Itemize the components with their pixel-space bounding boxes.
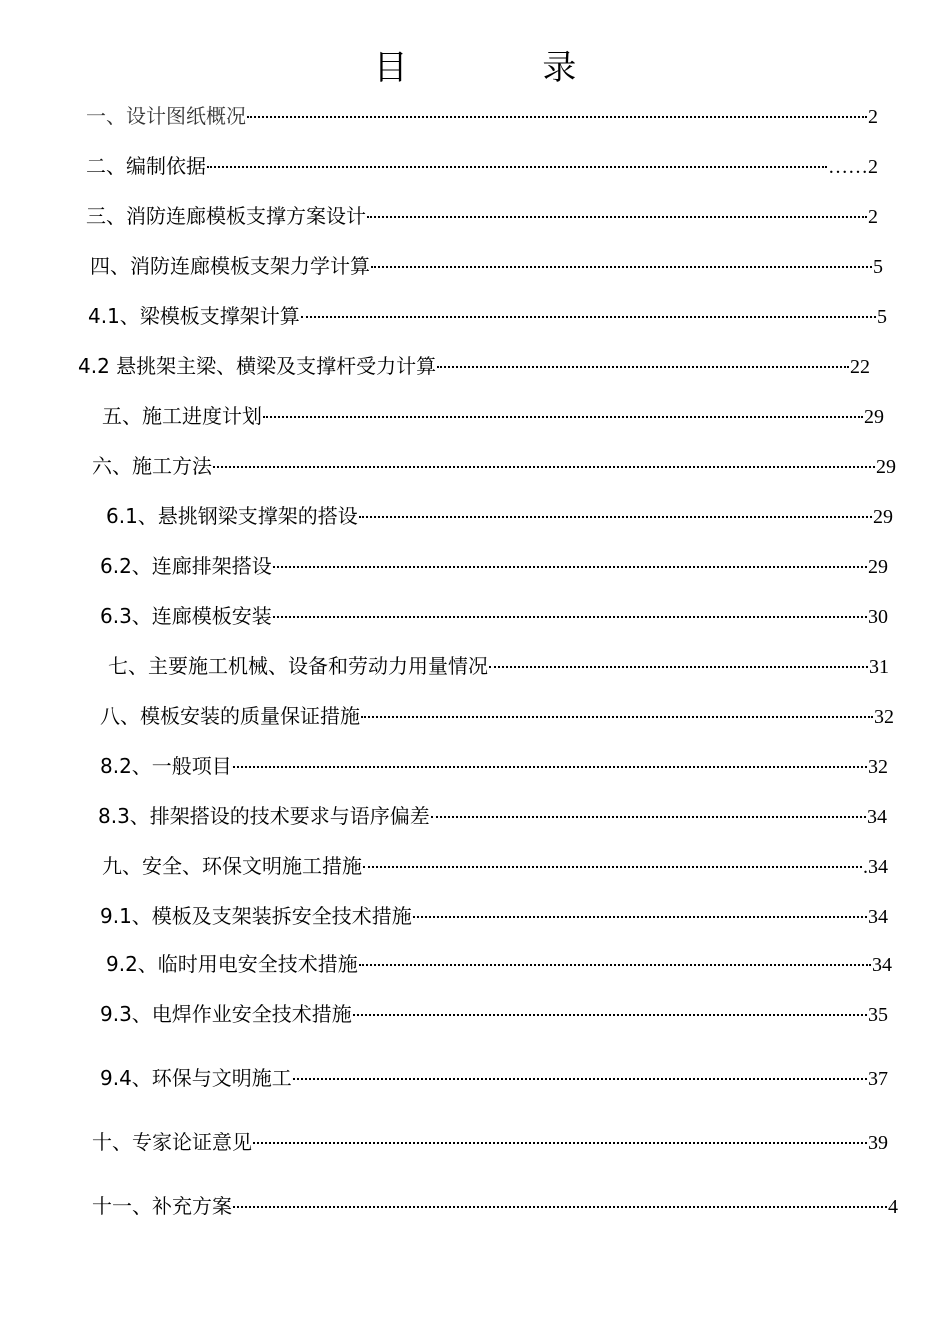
toc-entry-page: 29	[876, 456, 896, 478]
toc-entry-page: 5	[877, 306, 887, 328]
toc-entry-label: 四、消防连廊模板支架力学计算	[90, 254, 370, 278]
toc-entry-page: 4	[888, 1196, 898, 1218]
toc-entry-page: 32	[868, 756, 888, 778]
toc-entry[interactable]	[86, 200, 878, 229]
toc-entry-page: 34	[868, 906, 888, 928]
toc-entry[interactable]	[88, 300, 887, 329]
toc-leader-dots	[263, 416, 863, 418]
toc-leader-dots	[361, 716, 873, 718]
toc-leader-dots	[413, 916, 867, 918]
toc-leader-dots	[367, 216, 867, 218]
toc-entry-page: 29	[873, 506, 893, 528]
toc-entry-page: 35	[868, 1004, 888, 1026]
toc-entry-page: 30	[868, 606, 888, 628]
toc-entry-label: 4.1、梁模板支撑架计算	[88, 304, 300, 328]
toc-entry-page: 34	[867, 806, 887, 828]
toc-entry[interactable]	[100, 600, 888, 629]
toc-entry-page: 37	[868, 1068, 888, 1090]
toc-leader-dots	[273, 566, 867, 568]
toc-entry-label: 十、专家论证意见	[92, 1130, 252, 1154]
toc-entry[interactable]	[100, 550, 888, 579]
toc-entry[interactable]	[100, 900, 888, 929]
toc-entry[interactable]	[98, 800, 887, 829]
toc-entry[interactable]	[86, 150, 878, 179]
toc-leader-dots	[371, 266, 872, 268]
toc-entry[interactable]	[106, 500, 893, 529]
toc-entry[interactable]	[102, 850, 888, 879]
toc-leader-dots	[207, 166, 827, 168]
toc-entry-page: 34	[872, 954, 892, 976]
toc-entry-label: 六、施工方法	[92, 454, 212, 478]
toc-leader-dots	[253, 1142, 867, 1144]
toc-leader-dots	[233, 766, 867, 768]
toc-entry[interactable]	[92, 1126, 888, 1155]
toc-entry[interactable]	[78, 350, 870, 379]
toc-entry[interactable]	[108, 650, 889, 679]
toc-entry-label: 6.2、连廊排架搭设	[100, 554, 272, 578]
toc-entry-label: 4.2 悬挑架主梁、横梁及支撑杆受力计算	[78, 354, 437, 378]
toc-leader-dots	[273, 616, 867, 618]
toc-leader-dots	[437, 366, 849, 368]
toc-leader-dots	[489, 666, 868, 668]
toc-entry-page: ……2	[828, 156, 878, 178]
toc-entry[interactable]	[102, 400, 884, 429]
toc-entry-page: .34	[863, 856, 888, 878]
toc-entry-label: 十一、补充方案	[92, 1194, 232, 1218]
toc-entry-page: 2	[868, 106, 878, 128]
toc-entry[interactable]	[100, 750, 888, 779]
toc-entry-page: 5	[873, 256, 883, 278]
toc-entry-label: 七、主要施工机械、设备和劳动力用量情况	[108, 654, 488, 678]
toc-entry-page: 39	[868, 1132, 888, 1154]
toc-leader-dots	[359, 516, 872, 518]
toc-entry[interactable]	[100, 998, 888, 1027]
toc-entry[interactable]	[90, 250, 883, 279]
toc-leader-dots	[363, 866, 862, 868]
toc-entry-page: 29	[868, 556, 888, 578]
toc-entry-label: 8.2、一般项目	[100, 754, 232, 778]
toc-leader-dots	[431, 816, 866, 818]
toc-entry-label: 九、安全、环保文明施工措施	[102, 854, 362, 878]
toc-entry-page: 2	[868, 206, 878, 228]
toc-entry-label: 八、模板安装的质量保证措施	[100, 704, 360, 728]
toc-entry-page: 22	[850, 356, 870, 378]
toc-entry-label: 9.1、模板及支架装拆安全技术措施	[100, 904, 412, 928]
toc-entry[interactable]	[92, 1190, 898, 1219]
toc-entry-page: 32	[874, 706, 894, 728]
toc-entry[interactable]	[92, 450, 896, 479]
toc-entry[interactable]	[86, 100, 878, 129]
toc-entry-label: 9.3、电焊作业安全技术措施	[100, 1002, 352, 1026]
toc-leader-dots	[353, 1014, 867, 1016]
toc-entry-label: 8.3、排架搭设的技术要求与语序偏差	[98, 804, 430, 828]
toc-entry-page: 31	[869, 656, 889, 678]
toc-entry-label: 6.1、悬挑钢梁支撑架的搭设	[106, 504, 358, 528]
toc-entry[interactable]	[100, 1062, 888, 1091]
page-title: 目 录	[373, 48, 639, 88]
toc-entry[interactable]	[100, 700, 894, 729]
toc-entry-label: 三、消防连廊模板支撑方案设计	[86, 204, 366, 228]
toc-leader-dots	[293, 1078, 867, 1080]
toc-leader-dots	[359, 964, 871, 966]
toc-entry[interactable]	[106, 948, 892, 977]
toc-entry-label: 9.4、环保与文明施工	[100, 1066, 292, 1090]
toc-entry-label: 6.3、连廊模板安装	[100, 604, 272, 628]
toc-entry-label: 9.2、临时用电安全技术措施	[106, 952, 358, 976]
toc-entry-label: 一、设计图纸概况	[86, 104, 246, 128]
toc-entry-label: 二、编制依据	[86, 154, 206, 178]
toc-leader-dots	[247, 116, 867, 118]
toc-leader-dots	[301, 316, 876, 318]
toc-entry-label: 五、施工进度计划	[102, 404, 262, 428]
toc-leader-dots	[213, 466, 875, 468]
toc-entry-page: 29	[864, 406, 884, 428]
toc-leader-dots	[233, 1206, 887, 1208]
